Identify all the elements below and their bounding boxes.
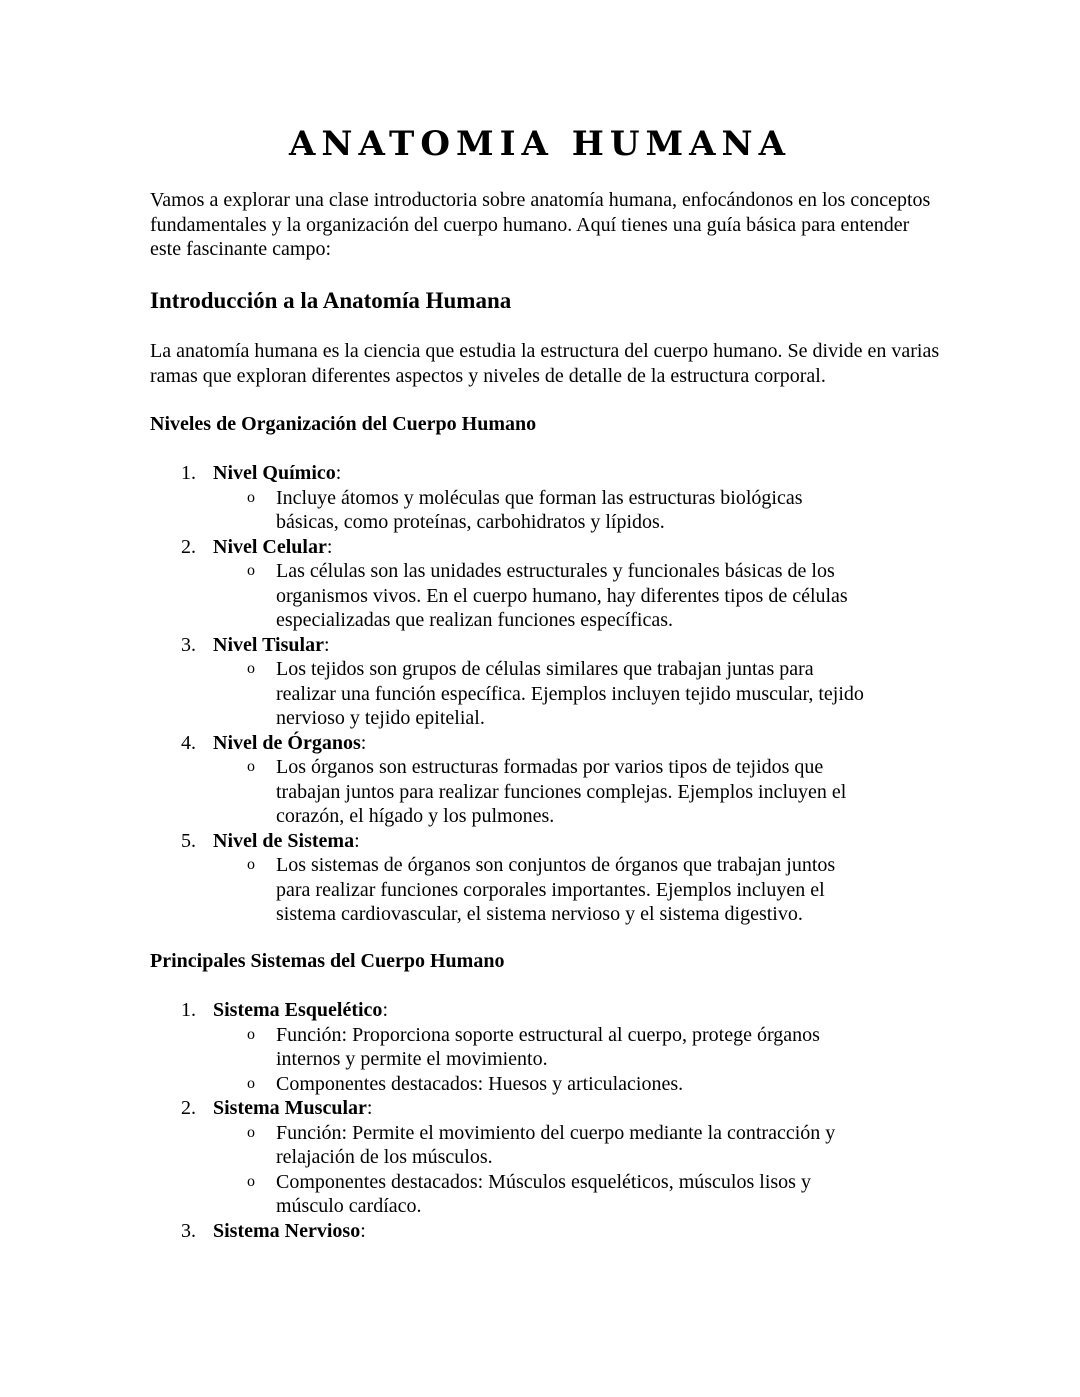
list-number: 2. bbox=[181, 1097, 196, 1119]
system-item bbox=[150, 1219, 940, 1244]
item-colon: : bbox=[354, 829, 360, 852]
item-colon: : bbox=[360, 1219, 366, 1242]
level-item bbox=[150, 535, 940, 633]
bullet-text: Los tejidos son grupos de células similares que trabajan juntas para realizar una función específica. Ejemplos incluyen tejido muscular, tejido nervioso y tejido epitelial. bbox=[276, 658, 864, 729]
system-item bbox=[150, 1096, 940, 1219]
list-number: 3. bbox=[181, 1219, 196, 1242]
bullet-item bbox=[213, 755, 866, 829]
circle-bullet-icon: o bbox=[247, 856, 255, 873]
item-colon: : bbox=[360, 731, 367, 754]
level-item bbox=[150, 633, 940, 731]
bullet-item bbox=[213, 1023, 866, 1072]
item-colon: : bbox=[382, 999, 388, 1021]
item-colon: : bbox=[366, 1097, 373, 1119]
bullet-item bbox=[213, 853, 866, 927]
bullet-text: Incluye átomos y moléculas que forman las estructuras biológicas básicas, como proteínas, carbohidratos y lípidos. bbox=[276, 486, 803, 533]
bullet-list bbox=[213, 486, 940, 535]
level-item bbox=[150, 731, 940, 829]
bullet-item bbox=[213, 1072, 866, 1097]
circle-bullet-icon: o bbox=[247, 1172, 255, 1190]
circle-bullet-icon: o bbox=[247, 562, 255, 579]
level-item-title: Nivel Químico bbox=[213, 462, 336, 484]
subheading-levels: Niveles de Organización del Cuerpo Humano bbox=[150, 413, 537, 435]
circle-bullet-icon: o bbox=[247, 488, 255, 506]
level-item bbox=[150, 829, 940, 927]
list-number: 3. bbox=[181, 633, 196, 656]
level-item-title: Nivel Tisular bbox=[213, 633, 324, 656]
circle-bullet-icon: o bbox=[247, 1074, 255, 1092]
circle-bullet-icon: o bbox=[247, 660, 255, 677]
bullet-list bbox=[213, 559, 940, 633]
bullet-item bbox=[213, 1170, 866, 1219]
level-item-title: Nivel de Sistema bbox=[213, 829, 355, 852]
bullet-list bbox=[213, 1121, 940, 1219]
bullet-list bbox=[213, 755, 940, 829]
circle-bullet-icon: o bbox=[247, 1025, 255, 1043]
subheading-systems: Principales Sistemas del Cuerpo Humano bbox=[150, 950, 505, 972]
system-item-title: Sistema Muscular bbox=[213, 1097, 367, 1119]
bullet-text: Componentes destacados: Huesos y articulaciones. bbox=[276, 1072, 684, 1095]
item-colon: : bbox=[335, 462, 342, 484]
bullet-text: Los sistemas de órganos son conjuntos de órganos que trabajan juntos para realizar funciones corporales importantes. Ejemplos incluyen el sistema cardiovascular, el sistema nervioso y el sistema digestivo. bbox=[276, 854, 836, 925]
bullet-list bbox=[213, 1023, 940, 1097]
list-number: 2. bbox=[181, 535, 196, 558]
bullet-text: Componentes destacados: Músculos esqueléticos, músculos lisos y músculo cardíaco. bbox=[276, 1170, 811, 1217]
bullet-item bbox=[213, 486, 866, 535]
system-item-title: Sistema Esquelético bbox=[213, 999, 383, 1021]
bullet-text: Función: Proporciona soporte estructural al cuerpo, protege órganos internos y permite el movimiento. bbox=[276, 1023, 820, 1070]
circle-bullet-icon: o bbox=[247, 758, 255, 775]
level-item-title: Nivel Celular bbox=[213, 535, 327, 558]
list-number: 1. bbox=[181, 999, 196, 1021]
section-heading-introduction: Introducción a la Anatomía Humana bbox=[150, 288, 512, 313]
circle-bullet-icon: o bbox=[247, 1123, 255, 1141]
system-item bbox=[150, 998, 940, 1096]
list-number: 1. bbox=[181, 462, 196, 484]
intro-paragraph: Vamos a explorar una clase introductoria sobre anatomía humana, enfocándonos en los conceptos fundamentales y la organización del cuerpo humano. Aquí tienes una guía básica para entender este fascinante campo: bbox=[150, 189, 931, 260]
bullet-text: Función: Permite el movimiento del cuerpo mediante la contracción y relajación de los músculos. bbox=[276, 1121, 836, 1168]
bullet-item bbox=[213, 1121, 866, 1170]
bullet-item bbox=[213, 657, 866, 731]
levels-list bbox=[150, 461, 940, 927]
system-item-title: Sistema Nervioso bbox=[213, 1219, 361, 1242]
systems-list bbox=[150, 998, 940, 1243]
level-item bbox=[150, 461, 940, 535]
list-number: 5. bbox=[181, 829, 196, 852]
bullet-item bbox=[213, 559, 866, 633]
document-title: ANATOMIA HUMANA bbox=[289, 124, 791, 164]
bullet-text: Las células son las unidades estructurales y funcionales básicas de los organismos vivos. En el cuerpo humano, hay diferentes tipos de células especializadas que realizan funciones específicas. bbox=[276, 560, 848, 631]
introduction-paragraph: La anatomía humana es la ciencia que estudia la estructura del cuerpo humano. Se divide en varias ramas que exploran diferentes aspectos y niveles de detalle de la estructura corporal. bbox=[150, 340, 940, 387]
bullet-list bbox=[213, 657, 940, 731]
bullet-list bbox=[213, 853, 940, 927]
item-colon: : bbox=[323, 633, 330, 656]
level-item-title: Nivel de Órganos bbox=[213, 731, 361, 754]
bullet-text: Los órganos son estructuras formadas por varios tipos de tejidos que trabajan juntos para realizar funciones complejas. Ejemplos incluyen el corazón, el hígado y los pulmones. bbox=[276, 756, 847, 827]
item-colon: : bbox=[326, 535, 333, 558]
list-number: 4. bbox=[181, 731, 196, 754]
